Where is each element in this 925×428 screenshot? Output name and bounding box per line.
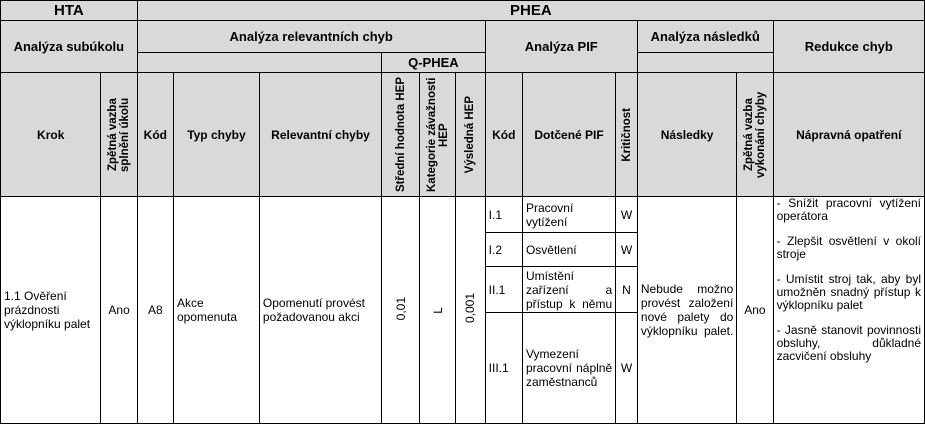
cell-stredni-hep: 0,01 — [382, 197, 420, 424]
pif-kod: II.1 — [485, 267, 522, 313]
hta-header: HTA — [1, 1, 138, 21]
pif-kod: I.2 — [485, 233, 522, 267]
cell-nasledky: Nebude možno provést založení nové palety do výklopníku palet. — [637, 197, 736, 424]
col-stredni-hep: Střední hodnota HEP — [382, 73, 420, 197]
blank-cell — [137, 53, 381, 73]
remedy-item: - Snížit pracovní vytížení operátora — [776, 196, 921, 223]
cell-kategorie: L — [420, 197, 455, 424]
cell-napravna — [773, 197, 924, 424]
cell-typ: Akce opomenuta — [173, 197, 259, 424]
col-kod: Kód — [137, 73, 173, 197]
remedy-item: - Zlepšit osvětlení v okolí stroje — [776, 234, 921, 261]
col-dotcene-pif: Dotčené PIF — [522, 73, 615, 197]
blank-cell — [637, 53, 773, 73]
pif-name: Pracovní vytížení — [522, 197, 615, 233]
pif-krit: W — [616, 197, 638, 233]
pif-name: Osvětlení — [522, 233, 615, 267]
col-zpetna-vykonani: Zpětná vazba vykonání chyby — [737, 73, 773, 197]
pif-krit: W — [616, 233, 638, 267]
group-analyza-pif: Analýza PIF — [485, 21, 637, 73]
remedy-item: - Umístit stroj tak, aby byl umožněn snadný přístup k výklopníku palet — [776, 272, 921, 312]
phea-header: PHEA — [137, 1, 924, 21]
pif-kod: I.1 — [485, 197, 522, 233]
cell-vysledna-hep: 0,001 — [455, 197, 485, 424]
col-kategorie: Kategorie závažnosti HEP — [420, 73, 455, 197]
pif-name: Umístění zařízení a přístup k němu — [522, 267, 615, 313]
group-analyza-subukolu: Analýza subúkolu — [1, 21, 138, 73]
col-typ-chyby: Typ chyby — [173, 73, 259, 197]
group-redukce: Redukce chyb — [773, 21, 924, 73]
pif-name: Vymezení pracovní náplně zaměstnanců — [522, 313, 615, 424]
col-relevantni: Relevantní chyby — [259, 73, 381, 197]
col-kriticnost: Kritičnost — [616, 73, 638, 197]
cell-zpetna: Ano — [101, 197, 137, 424]
pif-krit: W — [616, 313, 638, 424]
cell-zpetna-vykonani: Ano — [737, 197, 773, 424]
col-krok: Krok — [1, 73, 101, 197]
pif-krit: N — [616, 267, 638, 313]
cell-krok: 1.1 Ověření prázdnosti výklopníku palet — [1, 197, 101, 424]
group-qphea: Q-PHEA — [382, 53, 486, 73]
col-pif-kod: Kód — [485, 73, 522, 197]
cell-kod: A8 — [137, 197, 173, 424]
pif-kod: III.1 — [485, 313, 522, 424]
group-analyza-chyb: Analýza relevantních chyb — [137, 21, 485, 53]
col-zpetna-splneni: Zpětná vazba splnění úkolu — [101, 73, 137, 197]
remedy-item: - Jasně stanovit povinnosti obsluhy, důkladné zacvičení obsluhy — [776, 323, 921, 363]
col-napravna: Nápravná opatření — [773, 73, 924, 197]
col-nasledky: Následky — [637, 73, 736, 197]
col-vysledna-hep: Výsledná HEP — [455, 73, 485, 197]
cell-relevantni: Opomenutí provést požadovanou akci — [259, 197, 381, 424]
group-analyza-nasledku: Analýza následků — [637, 21, 773, 53]
